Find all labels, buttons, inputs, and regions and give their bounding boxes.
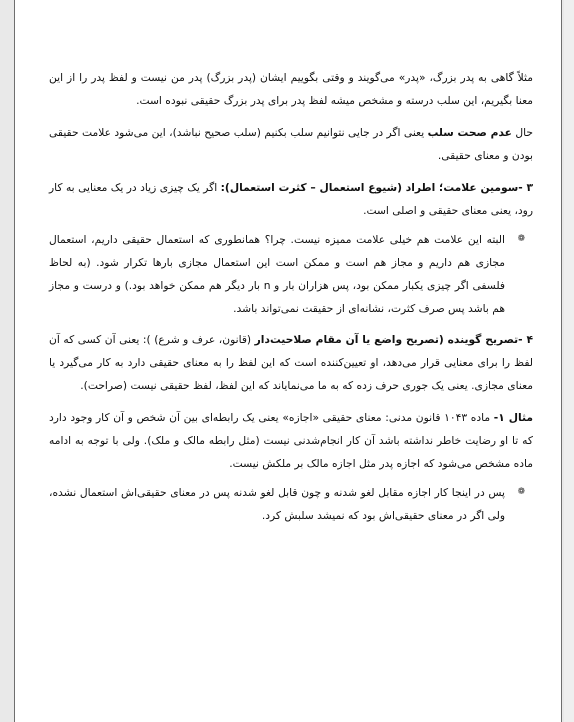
paragraph-4-text: (قانون، عرف و شرع) ): یعنی آن کسی که آن لفظ را برای معنایی قرار می‌دهد، او تعیین‌کننده است که این لفظ را به معنای حقیقی دارد به کار می‌گیرد یا معنای مجازی. یعنی یک جوری حرف زده که به ما می‌نمایاند که این لفظ، لفظ حقیقی نیست (صراحت). [49, 333, 533, 392]
paragraph-5-text: ماده ۱۰۴۳ قانون مدنی: معنای حقیقی «اجازه» یعنی یک رابطه‌ای بین آن شخص و آن کار وجود دارد که تا او رضایت خاطر نداشته باشد آن کار انجام‌شدنی نیست (مثل رابطه مالک و ملک). ولی با توجه به ادامه ماده مشخص می‌شود که اجازه پدر مثل اجازه مالک بر ملکش نیست. [49, 411, 533, 470]
paragraph-5 [49, 406, 533, 475]
bullet-item-2-text: پس در اینجا کار اجازه مقابل لغو شدنه و چون قابل لغو شدنه پس در معنای حقیقی‌اش استعمال نشده، ولی اگر در معنای حقیقی‌اش بود که نمیشد سلبش کرد. [49, 486, 505, 522]
paragraph-5-heading: مثال ۱- [493, 411, 533, 424]
bullet-icon: ❁ [517, 487, 525, 497]
paragraph-3-heading: ۳ -سومین علامت؛ اطراد (شیوع استعمال – کثرت استعمال): [220, 181, 533, 194]
bullet-item-1 [49, 228, 533, 320]
paragraph-2 [49, 121, 533, 167]
scroll-track[interactable] [564, 0, 574, 722]
paragraph-4 [49, 328, 533, 397]
paragraph-2-term: عدم صحت سلب [427, 126, 512, 139]
bullet-item-2 [49, 481, 533, 527]
paragraph-1-text: مثلاً گاهی به پدر بزرگ، «پدر» می‌گویند و وقتی بگوییم ایشان (پدر بزرگ) پدر من نیست و لفظ پدر را از این معنا بگیریم، این سلب درسته و مشخص میشه لفظ پدر برای پدر بزرگ حقیقی نبوده است. [49, 71, 533, 107]
paragraph-3-text: اگر یک چیزی زیاد در یک معنایی به کار رود، یعنی معنای حقیقی و اصلی است. [49, 181, 533, 217]
paragraph-2-lead: حال [511, 126, 534, 139]
paragraph-4-heading: ۴ -تصریح گوینده (تصریح واضع یا آن مقام صلاحیت‌دار [254, 333, 533, 346]
paragraph-1 [49, 66, 533, 112]
bullet-item-1-text: البته این علامت هم خیلی علامت ممیزه نیست. چرا؟ همانطوری که استعمال حقیقی داریم، استعمال مجازی هم داریم و مجاز هم است و ممکن است این استعمال مجازی بارها تکرار شود. (به لحاظ فلسفی اگر چیزی یکبار ممکن بود، پس هزاران بار و n بار دیگر هم ممکن خواهد بود.) و درست و مجاز هم باشد پس صرف کثرت، نشانه‌ای از حقیقت نمی‌تواند باشد. [49, 233, 505, 315]
paragraph-3 [49, 176, 533, 222]
document-page [14, 0, 562, 722]
bullet-icon: ❁ [517, 234, 525, 244]
paragraph-2-text: یعنی اگر در جایی نتوانیم سلب بکنیم (سلب صحیح نباشد)، این می‌شود علامت حقیقی بودن و معنای حقیقی. [49, 126, 533, 162]
page-content [49, 66, 533, 535]
